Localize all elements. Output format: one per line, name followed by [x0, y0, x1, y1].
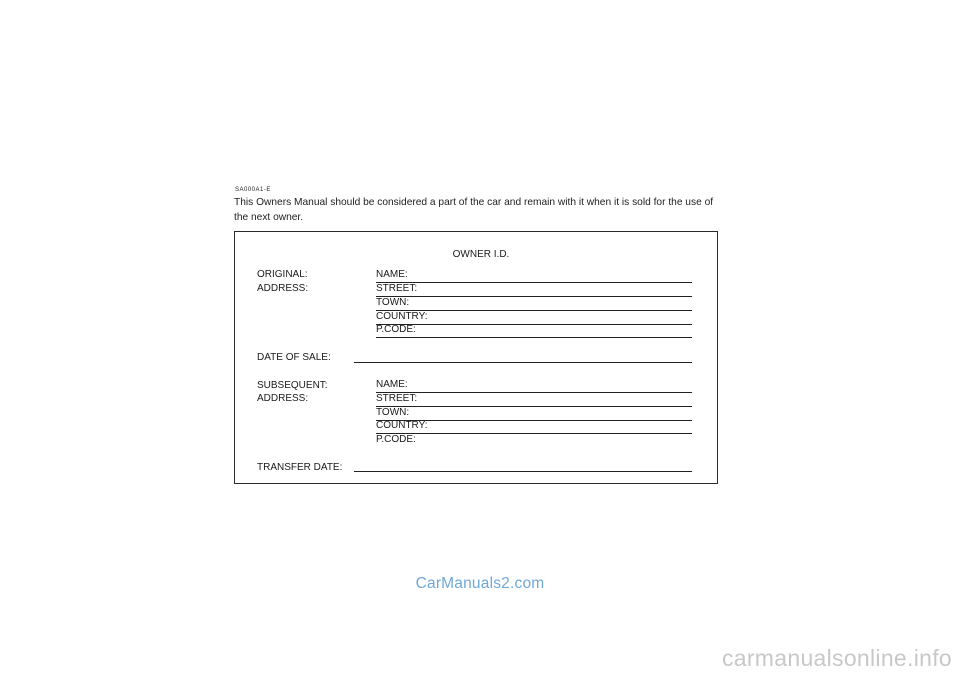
date-of-sale-line[interactable] — [354, 362, 692, 363]
watermark-carmanualsonline: carmanualsonline.info — [721, 645, 952, 671]
original-pcode-field[interactable]: P.CODE: — [376, 324, 692, 338]
original-address-label: ADDRESS: — [257, 283, 309, 294]
watermark-carmanuals2: CarManuals2.com — [415, 575, 545, 592]
subsequent-country-field[interactable]: COUNTRY: — [376, 420, 692, 434]
card-title: OWNER I.D. — [452, 249, 510, 260]
original-country-field[interactable]: COUNTRY: — [376, 311, 692, 325]
subsequent-street-field[interactable]: STREET: — [376, 393, 692, 407]
subsequent-address-label: ADDRESS: — [257, 393, 309, 404]
transfer-date-label: TRANSFER DATE: — [257, 462, 343, 473]
subsequent-name-field[interactable]: NAME: — [376, 379, 692, 393]
original-label: ORIGINAL: — [257, 269, 308, 280]
subsequent-pcode-field[interactable]: P.CODE: — [376, 434, 416, 445]
original-town-field[interactable]: TOWN: — [376, 297, 692, 311]
document-code: SA000A1-E — [235, 187, 271, 193]
intro-paragraph: This Owners Manual should be considered a part of the car and remain with it when it is sold for the use of the next owner. — [234, 197, 714, 223]
subsequent-town-field[interactable]: TOWN: — [376, 407, 692, 421]
original-street-field[interactable]: STREET: — [376, 283, 692, 297]
date-of-sale-label: DATE OF SALE: — [257, 352, 331, 363]
transfer-date-line[interactable] — [354, 471, 692, 472]
original-name-field[interactable]: NAME: — [376, 269, 692, 283]
owner-id-card — [234, 231, 718, 484]
subsequent-label: SUBSEQUENT: — [257, 380, 328, 391]
